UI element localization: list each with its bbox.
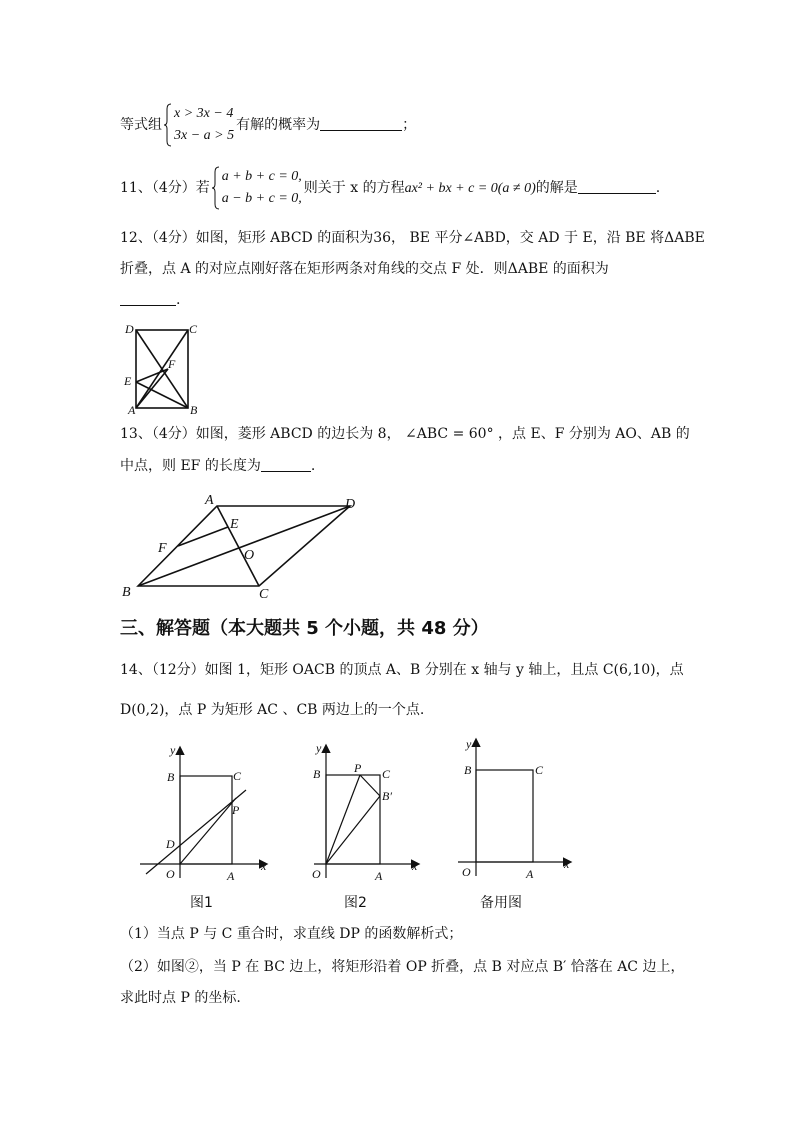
q14-line1: 14、（12分）如图 1，矩形 OACB 的顶点 A、B 分别在 x 轴与 y 轴上，且点 C(6,10)，点 (120, 662, 684, 678)
label-o: O (244, 548, 255, 563)
q10-answer-blank[interactable] (320, 116, 402, 131)
label-b: B (313, 767, 321, 781)
q12-end: . (176, 292, 181, 308)
label-c: C (189, 322, 198, 336)
q14-part2-line2: 求此时点 P 的坐标. (120, 990, 241, 1006)
q12-answer-blank[interactable] (120, 291, 176, 306)
label-p: P (354, 761, 362, 775)
q10-line (120, 103, 416, 147)
q11-line (120, 166, 660, 210)
q10-suffix: 有解的概率为 (236, 117, 321, 133)
q13-end: . (310, 458, 316, 474)
fig2-caption: 图2 (344, 895, 367, 911)
q12-line3 (120, 290, 180, 310)
segment-pb-prime (360, 775, 380, 796)
q10-inequality-system (164, 103, 234, 147)
label-c: C (535, 763, 544, 777)
q11-eq2: a − b + c = 0, (221, 191, 302, 206)
label-o: O (312, 867, 321, 881)
label-b: B (167, 770, 175, 784)
label-d: D (345, 497, 356, 512)
q14-figure-2 (300, 740, 430, 882)
axis-x-label: x (564, 857, 570, 871)
q10-prefix: 等式组 (120, 117, 162, 133)
label-e: E (124, 374, 132, 388)
line-through-d (146, 790, 246, 874)
q11-number: 11、（4分）若 (120, 180, 210, 196)
q12-line1: 12、（4分）如图，矩形 ABCD 的面积为36， BE 平分∠ABD，交 AD 于 E，沿 BE 将ΔABE (120, 230, 705, 246)
label-d: D (125, 322, 134, 336)
q14-line2: D(0,2)，点 P 为矩形 AC 、CB 两边上的一个点. (120, 702, 425, 718)
q13-line1: 13、（4分）如图，菱形 ABCD 的边长为 8， ∠ABC = 60° ，点 E、F 分别为 AO、AB 的 (120, 426, 690, 442)
label-b: B (190, 403, 198, 417)
axis-y-label: y (170, 743, 176, 757)
q11-suffix: 的解是 (535, 180, 578, 196)
segment-fe (178, 527, 228, 546)
label-a: A (375, 869, 383, 882)
q14-figure-spare (450, 734, 580, 882)
line-op (180, 798, 236, 864)
q10-eq2: 3x − a > 5 (174, 128, 235, 143)
rectangle-oacb (180, 776, 232, 864)
q12-line2: 折叠，点 A 的对应点刚好落在矩形两条对角线的交点 F 处．则ΔABE 的面积为 (120, 261, 609, 277)
q13-rhombus-figure (116, 490, 366, 602)
label-d: D (166, 837, 175, 851)
rectangle-oacb (476, 770, 533, 862)
q11-mid: 则关于 x 的方程 (303, 180, 405, 196)
label-b-prime: B′ (382, 789, 392, 803)
label-c: C (382, 767, 391, 781)
label-a: A (128, 403, 136, 417)
axis-y-label: y (466, 737, 472, 751)
q13-line2-prefix: 中点，则 EF 的长度为 (120, 458, 261, 474)
label-a: A (227, 869, 235, 882)
label-c: C (259, 587, 269, 602)
brace-icon (164, 103, 172, 147)
q13-line2 (120, 456, 315, 476)
q11-answer-blank[interactable] (578, 179, 656, 194)
q11-equation: ax² + bx + c = 0(a ≠ 0) (404, 181, 536, 196)
axis-x-label: x (412, 859, 418, 873)
label-a: A (205, 493, 214, 508)
fold-line-op (326, 775, 360, 864)
q14-part2-line1: （2）如图②，当 P 在 BC 边上，将矩形沿着 OP 折叠，点 B 对应点 B′ 恰落在 AC 边上， (120, 959, 685, 975)
q13-answer-blank[interactable] (261, 457, 311, 472)
q14-figure-1 (136, 742, 276, 882)
brace-icon (212, 166, 220, 210)
label-f: F (168, 357, 176, 371)
label-a: A (526, 867, 534, 881)
diagonal-bd (138, 506, 350, 586)
axis-y-label: y (316, 741, 322, 755)
q11-end: . (655, 180, 661, 196)
q12-rectangle-figure (118, 318, 210, 418)
label-e: E (230, 517, 239, 532)
label-c: C (233, 769, 242, 783)
axis-x-label: x (261, 859, 267, 873)
label-b: B (122, 585, 131, 600)
fig3-caption: 备用图 (480, 895, 522, 911)
section-title: 三、解答题（本大题共 5 个小题，共 48 分） (120, 618, 489, 639)
q11-eq1: a + b + c = 0, (221, 169, 302, 184)
q10-eq1: x > 3x − 4 (174, 106, 234, 121)
q10-end: ； (402, 117, 417, 133)
label-o: O (166, 867, 175, 881)
q14-part1: （1）当点 P 与 C 重合时，求直线 DP 的函数解析式； (120, 926, 463, 942)
q11-equation-system (212, 166, 302, 210)
label-o: O (462, 865, 471, 879)
label-p: P (232, 803, 240, 817)
label-f: F (158, 541, 167, 556)
fig1-caption: 图1 (190, 895, 213, 911)
segment-ob-prime (326, 796, 380, 864)
label-b: B (464, 763, 472, 777)
